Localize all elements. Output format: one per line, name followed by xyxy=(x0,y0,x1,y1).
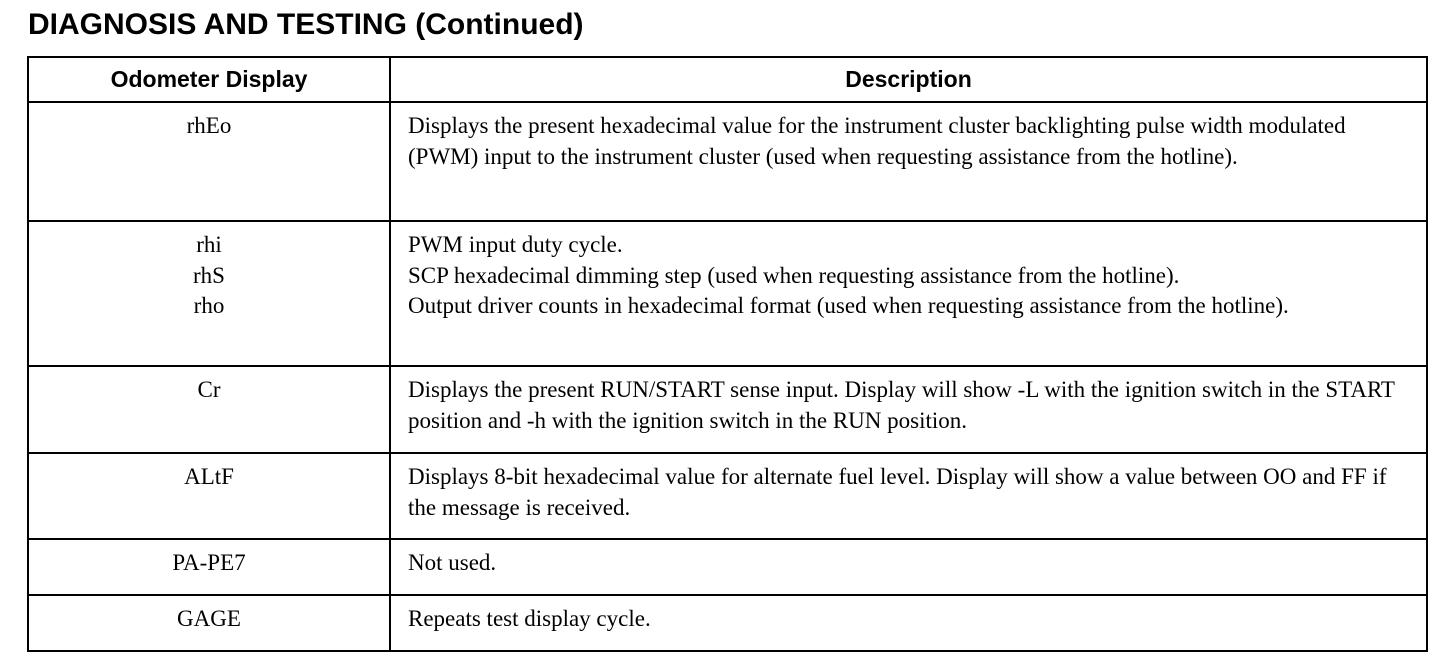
odometer-code: rho xyxy=(193,293,225,318)
description-cell: Displays 8-bit hexadecimal value for alternate fuel level. Display will show a value between OO and FF if the message is received. xyxy=(390,453,1427,539)
odometer-display-cell xyxy=(28,453,390,539)
diagnosis-table xyxy=(27,56,1428,652)
page-title: DIAGNOSIS AND TESTING (Continued) xyxy=(28,8,584,41)
table-row xyxy=(28,366,1427,453)
odometer-code: ALtF xyxy=(184,464,234,489)
description-line: PWM input duty cycle. xyxy=(408,232,623,257)
odometer-code: rhi xyxy=(196,232,222,257)
table-row xyxy=(28,221,1427,366)
description-cell: Repeats test display cycle. xyxy=(390,595,1427,651)
table-header-row xyxy=(28,57,1427,102)
table-row xyxy=(28,453,1427,539)
odometer-display-cell xyxy=(28,539,390,595)
table-row xyxy=(28,595,1427,651)
description-line: SCP hexadecimal dimming step (used when requesting assistance from the hotline). xyxy=(408,262,1180,288)
odometer-code: PA-PE7 xyxy=(172,550,246,575)
odometer-code: rhS xyxy=(193,262,225,288)
description-cell: Displays the present hexadecimal value for the instrument cluster backlighting pulse width modulated (PWM) input to the instrument cluster (used when requesting assistance from the hotline). xyxy=(390,102,1427,221)
odometer-code: rhEo xyxy=(186,113,232,138)
odometer-display-cell xyxy=(28,366,390,453)
table-row xyxy=(28,539,1427,595)
description-cell xyxy=(390,221,1427,366)
description-cell: Displays the present RUN/START sense input. Display will show -L with the ignition switch in the START position and -h with the ignition switch in the RUN position. xyxy=(390,366,1427,453)
odometer-code: Cr xyxy=(197,377,221,402)
odometer-display-cell xyxy=(28,221,390,366)
description-cell: Not used. xyxy=(390,539,1427,595)
header-description: Description xyxy=(390,57,1427,102)
odometer-display-cell xyxy=(28,595,390,651)
odometer-display-cell xyxy=(28,102,390,221)
header-odometer-display: Odometer Display xyxy=(28,57,390,102)
table-row xyxy=(28,102,1427,221)
odometer-code: GAGE xyxy=(177,606,241,631)
diagnosis-table-container xyxy=(27,56,1426,652)
description-line: Output driver counts in hexadecimal format (used when requesting assistance from the hotline). xyxy=(408,293,1289,318)
